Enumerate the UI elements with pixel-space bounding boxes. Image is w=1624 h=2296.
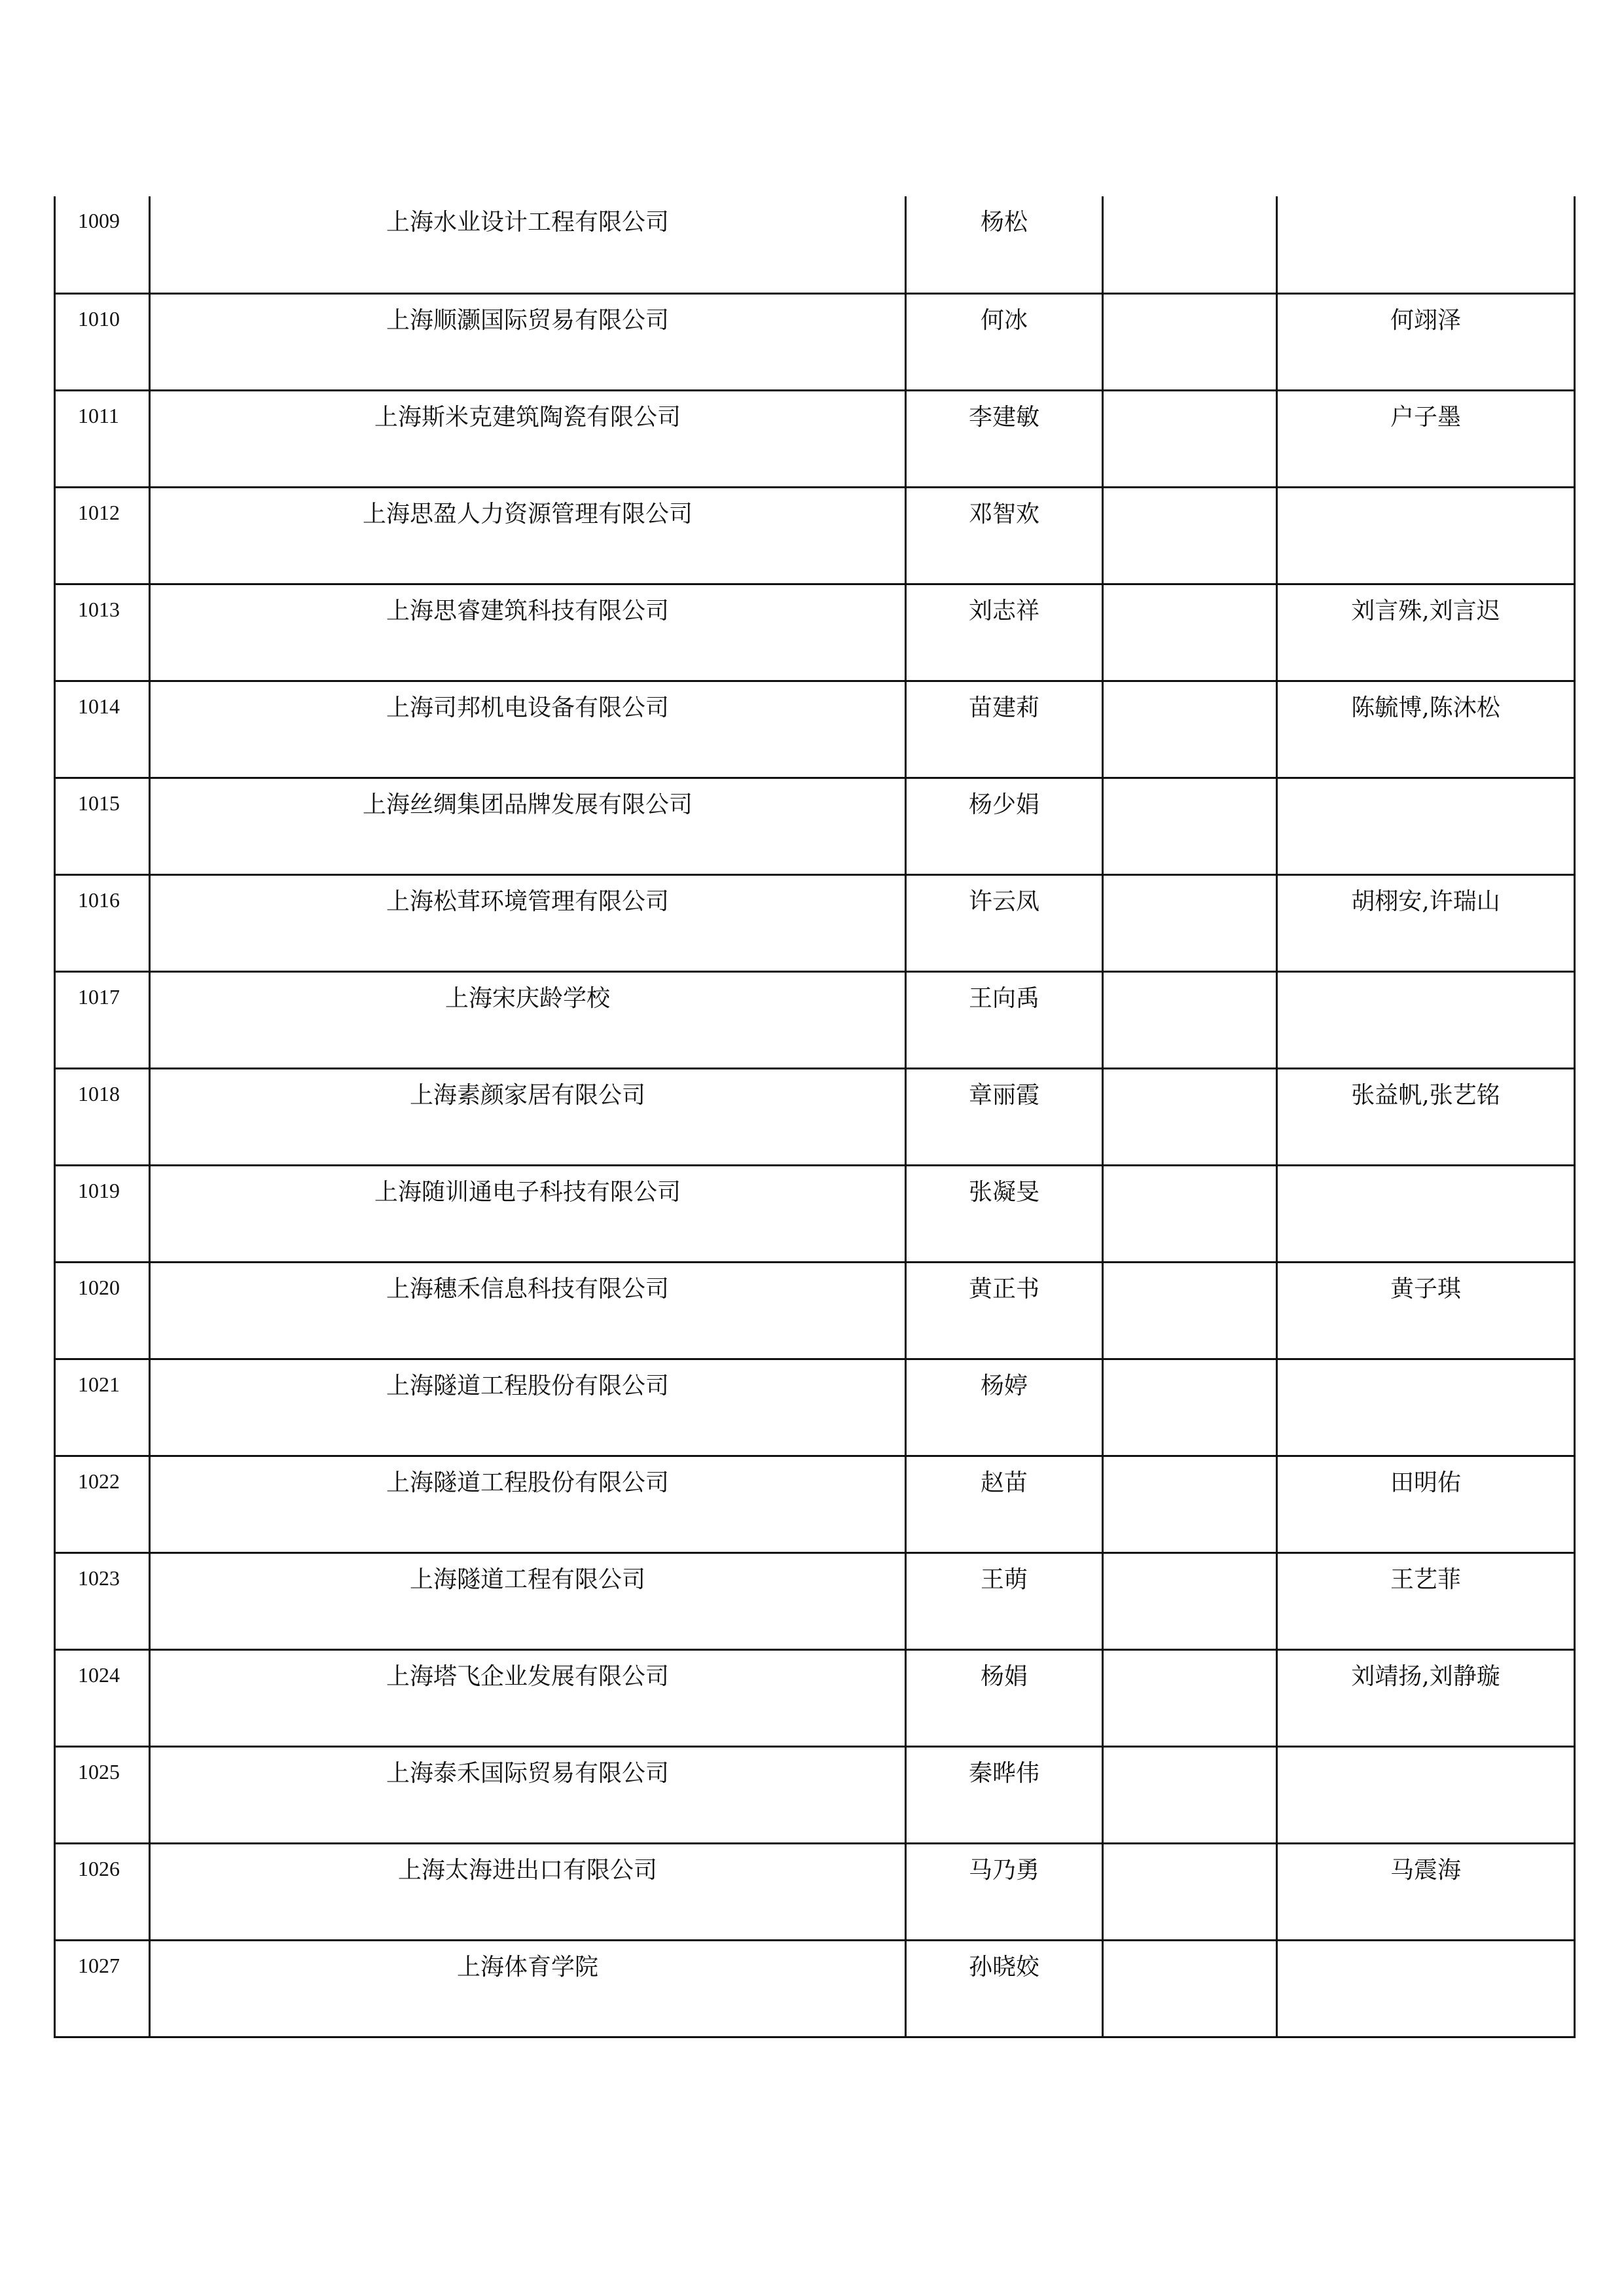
row-number: 1010 (55, 293, 150, 390)
children-names (1277, 1746, 1575, 1843)
person-name: 杨娟 (906, 1649, 1103, 1746)
table-row (55, 1552, 1575, 1649)
person-name: 李建敏 (906, 390, 1103, 487)
children-names: 陈毓博,陈沐松 (1277, 681, 1575, 778)
table-row (55, 196, 1575, 293)
person-name: 赵苗 (906, 1456, 1103, 1552)
table-row (55, 1262, 1575, 1359)
children-names: 黄子琪 (1277, 1262, 1575, 1359)
row-number: 1015 (55, 778, 150, 874)
company-name: 上海随训通电子科技有限公司 (150, 1165, 906, 1262)
table-row (55, 971, 1575, 1068)
company-name: 上海穗禾信息科技有限公司 (150, 1262, 906, 1359)
blank-cell (1103, 971, 1277, 1068)
blank-cell (1103, 390, 1277, 487)
row-number: 1018 (55, 1068, 150, 1165)
row-number: 1013 (55, 584, 150, 681)
person-name: 杨松 (906, 196, 1103, 293)
person-name: 黄正书 (906, 1262, 1103, 1359)
person-name: 许云凤 (906, 874, 1103, 971)
blank-cell (1103, 1359, 1277, 1456)
row-number: 1019 (55, 1165, 150, 1262)
children-names (1277, 1940, 1575, 2037)
table-row (55, 390, 1575, 487)
children-names: 户子墨 (1277, 390, 1575, 487)
children-names (1277, 778, 1575, 874)
table-row (55, 487, 1575, 584)
row-number: 1017 (55, 971, 150, 1068)
blank-cell (1103, 584, 1277, 681)
company-name: 上海水业设计工程有限公司 (150, 196, 906, 293)
blank-cell (1103, 778, 1277, 874)
roster-table (54, 196, 1576, 2038)
blank-cell (1103, 1456, 1277, 1552)
row-number: 1023 (55, 1552, 150, 1649)
person-name: 何冰 (906, 293, 1103, 390)
person-name: 邓智欢 (906, 487, 1103, 584)
table-row (55, 1649, 1575, 1746)
children-names: 王艺菲 (1277, 1552, 1575, 1649)
blank-cell (1103, 1262, 1277, 1359)
person-name: 杨少娟 (906, 778, 1103, 874)
children-names: 何翊泽 (1277, 293, 1575, 390)
children-names (1277, 196, 1575, 293)
row-number: 1025 (55, 1746, 150, 1843)
children-names: 刘言殊,刘言迟 (1277, 584, 1575, 681)
blank-cell (1103, 196, 1277, 293)
company-name: 上海司邦机电设备有限公司 (150, 681, 906, 778)
person-name: 马乃勇 (906, 1843, 1103, 1940)
table-row (55, 1359, 1575, 1456)
company-name: 上海宋庆龄学校 (150, 971, 906, 1068)
blank-cell (1103, 874, 1277, 971)
row-number: 1011 (55, 390, 150, 487)
children-names: 刘靖扬,刘静璇 (1277, 1649, 1575, 1746)
blank-cell (1103, 681, 1277, 778)
person-name: 王向禹 (906, 971, 1103, 1068)
children-names (1277, 971, 1575, 1068)
table-row (55, 778, 1575, 874)
company-name: 上海体育学院 (150, 1940, 906, 2037)
children-names (1277, 487, 1575, 584)
company-name: 上海隧道工程股份有限公司 (150, 1456, 906, 1552)
company-name: 上海太海进出口有限公司 (150, 1843, 906, 1940)
table-row (55, 874, 1575, 971)
person-name: 秦晔伟 (906, 1746, 1103, 1843)
row-number: 1014 (55, 681, 150, 778)
blank-cell (1103, 1649, 1277, 1746)
children-names: 马震海 (1277, 1843, 1575, 1940)
row-number: 1012 (55, 487, 150, 584)
children-names (1277, 1359, 1575, 1456)
company-name: 上海思睿建筑科技有限公司 (150, 584, 906, 681)
company-name: 上海斯米克建筑陶瓷有限公司 (150, 390, 906, 487)
row-number: 1024 (55, 1649, 150, 1746)
row-number: 1021 (55, 1359, 150, 1456)
company-name: 上海隧道工程股份有限公司 (150, 1359, 906, 1456)
blank-cell (1103, 1940, 1277, 2037)
table-row (55, 1746, 1575, 1843)
company-name: 上海隧道工程有限公司 (150, 1552, 906, 1649)
person-name: 王萌 (906, 1552, 1103, 1649)
person-name: 苗建莉 (906, 681, 1103, 778)
table-row (55, 1940, 1575, 2037)
company-name: 上海思盈人力资源管理有限公司 (150, 487, 906, 584)
roster-table-body (55, 196, 1575, 2037)
children-names: 胡栩安,许瑞山 (1277, 874, 1575, 971)
children-names (1277, 1165, 1575, 1262)
blank-cell (1103, 1068, 1277, 1165)
person-name: 刘志祥 (906, 584, 1103, 681)
blank-cell (1103, 487, 1277, 584)
person-name: 张凝旻 (906, 1165, 1103, 1262)
row-number: 1026 (55, 1843, 150, 1940)
table-row (55, 681, 1575, 778)
company-name: 上海素颜家居有限公司 (150, 1068, 906, 1165)
person-name: 孙晓姣 (906, 1940, 1103, 2037)
blank-cell (1103, 293, 1277, 390)
children-names: 田明佑 (1277, 1456, 1575, 1552)
table-row (55, 584, 1575, 681)
children-names: 张益帆,张艺铭 (1277, 1068, 1575, 1165)
blank-cell (1103, 1746, 1277, 1843)
blank-cell (1103, 1552, 1277, 1649)
company-name: 上海顺灏国际贸易有限公司 (150, 293, 906, 390)
company-name: 上海泰禾国际贸易有限公司 (150, 1746, 906, 1843)
company-name: 上海松茸环境管理有限公司 (150, 874, 906, 971)
person-name: 杨婷 (906, 1359, 1103, 1456)
company-name: 上海塔飞企业发展有限公司 (150, 1649, 906, 1746)
company-name: 上海丝绸集团品牌发展有限公司 (150, 778, 906, 874)
table-row (55, 1843, 1575, 1940)
table-row (55, 293, 1575, 390)
row-number: 1022 (55, 1456, 150, 1552)
table-row (55, 1165, 1575, 1262)
row-number: 1020 (55, 1262, 150, 1359)
blank-cell (1103, 1843, 1277, 1940)
blank-cell (1103, 1165, 1277, 1262)
table-row (55, 1456, 1575, 1552)
person-name: 章丽霞 (906, 1068, 1103, 1165)
row-number: 1027 (55, 1940, 150, 2037)
row-number: 1016 (55, 874, 150, 971)
row-number: 1009 (55, 196, 150, 293)
table-row (55, 1068, 1575, 1165)
